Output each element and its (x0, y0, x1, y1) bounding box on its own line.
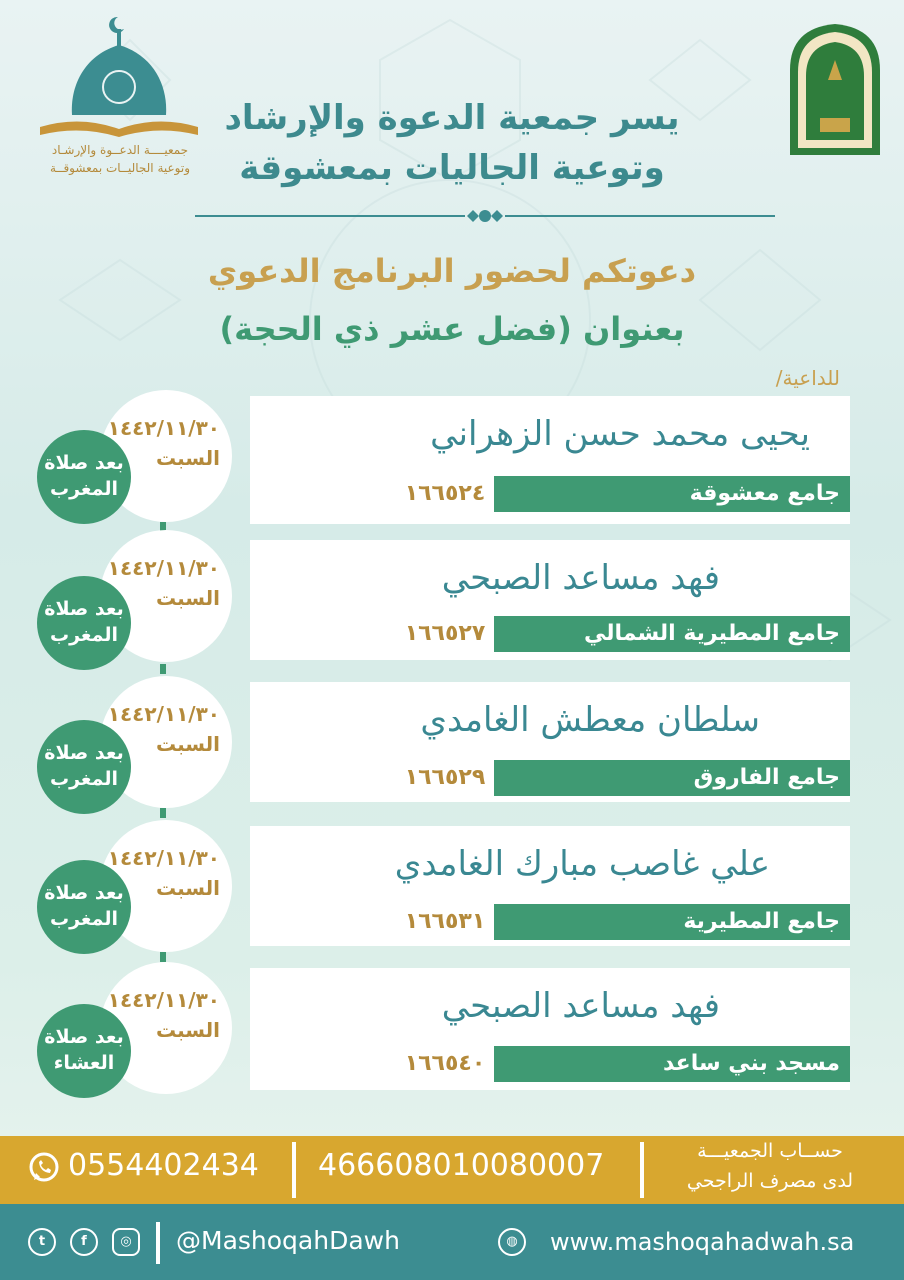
time-circle (37, 576, 131, 670)
session-day: السبت (155, 1018, 220, 1042)
header-line1: يسر جمعية الدعوة والإرشاد (224, 98, 680, 138)
session-card (250, 540, 850, 660)
preacher-name: علي غاصب مبارك الغامدي (394, 844, 770, 884)
mosque-name: جامع المطيرية (494, 904, 850, 940)
time-circle (37, 1004, 131, 1098)
footer-separator (156, 1222, 160, 1264)
time-circle (37, 860, 131, 954)
session-date: ١٤٤٢/١١/٣٠ (107, 988, 220, 1012)
footer-separator (640, 1142, 644, 1198)
whatsapp-icon (26, 1150, 62, 1186)
prayer-name: المغرب (49, 908, 119, 930)
prayer-name: المغرب (49, 768, 119, 790)
session-date: ١٤٤٢/١١/٣٠ (107, 846, 220, 870)
preacher-name: فهد مساعد الصبحي (441, 558, 720, 598)
session-date: ١٤٤٢/١١/٣٠ (107, 556, 220, 580)
logo-caption-line1: جمعيــــة الدعــوة والإرشـاد (51, 143, 189, 157)
session-card (250, 826, 850, 946)
mosque-name: مسجد بني ساعد (494, 1046, 850, 1082)
timeline-connector (160, 952, 166, 962)
logo-caption-line2: وتوعية الجاليــات بمعشوقــة (49, 161, 190, 175)
session-code: ١٦٦٥٢٧ (404, 621, 486, 646)
session-day: السبت (155, 446, 220, 470)
preacher-label: للداعية/ (775, 366, 840, 390)
prayer-name: المغرب (49, 478, 119, 500)
session-day: السبت (155, 586, 220, 610)
globe-icon: ◍ (498, 1228, 526, 1256)
session-card (250, 682, 850, 802)
header-line2: وتوعية الجاليات بمعشوقة (239, 148, 665, 188)
session-card (250, 396, 850, 524)
instagram-icon[interactable]: ◎ (112, 1228, 140, 1256)
footer-separator (292, 1142, 296, 1198)
website-link[interactable]: www.mashoqahadwah.sa (550, 1228, 855, 1256)
session-code: ١٦٦٥٣١ (404, 909, 486, 934)
social-handle[interactable]: @MashoqahDawh (176, 1226, 400, 1255)
session-card (250, 968, 850, 1090)
timeline-connector (160, 664, 166, 674)
invite-line1: دعوتكم لحضور البرنامج الدعوي (207, 252, 697, 290)
footer-social-bar (0, 1204, 904, 1280)
prayer-prefix: بعد صلاة (44, 1026, 124, 1048)
session-code: ١٦٦٥٢٩ (404, 765, 486, 790)
prayer-prefix: بعد صلاة (44, 742, 124, 764)
preacher-name: يحيى محمد حسن الزهراني (430, 414, 810, 454)
prayer-name: المغرب (49, 624, 119, 646)
session-day: السبت (155, 876, 220, 900)
ornament-divider (195, 206, 775, 226)
ministry-logo-icon (780, 20, 890, 160)
prayer-name: العشاء (53, 1052, 115, 1074)
prayer-prefix: بعد صلاة (44, 598, 124, 620)
mosque-name: جامع معشوقة (494, 476, 850, 512)
time-circle (37, 430, 131, 524)
session-date: ١٤٤٢/١١/٣٠ (107, 416, 220, 440)
bank-account-number: 466608010080007 (318, 1148, 605, 1183)
footer-bank-bar (0, 1136, 904, 1204)
time-circle (37, 720, 131, 814)
invite-line2: بعنوان (فضل عشر ذي الحجة) (219, 310, 685, 348)
session-day: السبت (155, 732, 220, 756)
prayer-prefix: بعد صلاة (44, 452, 124, 474)
session-code: ١٦٦٥٢٤ (404, 481, 486, 506)
preacher-name: فهد مساعد الصبحي (441, 986, 720, 1026)
mosque-name: جامع الفاروق (494, 760, 850, 796)
bank-label-line1: حســاب الجمعيـــة (697, 1140, 843, 1162)
prayer-prefix: بعد صلاة (44, 882, 124, 904)
timeline-connector (160, 808, 166, 818)
twitter-icon[interactable]: t (28, 1228, 56, 1256)
bank-label-line2: لدى مصرف الراجحي (686, 1170, 854, 1192)
phone-number: 0554402434 (68, 1148, 259, 1183)
facebook-icon[interactable]: f (70, 1228, 98, 1256)
preacher-name: سلطان معطش الغامدي (420, 700, 760, 740)
session-date: ١٤٤٢/١١/٣٠ (107, 702, 220, 726)
mosque-name: جامع المطيرية الشمالي (494, 616, 850, 652)
session-code: ١٦٦٥٤٠ (404, 1051, 486, 1076)
